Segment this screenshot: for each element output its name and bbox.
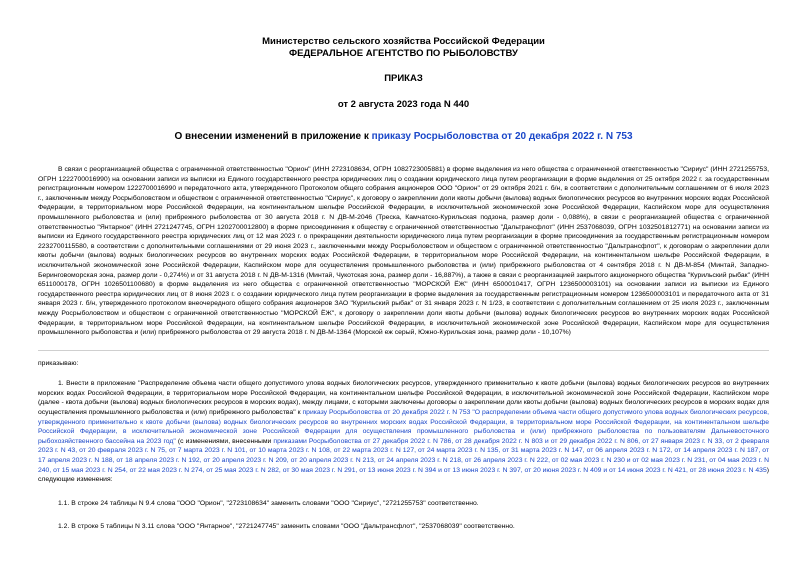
preamble-paragraph: В связи с реорганизацией общества с ограниченной ответственностью "Орион" (ИНН 2723108634, ОГРН 1082723005881) в форме выделения из него общества с ограниченной ответственностью "Сириус" (ИНН 2721255753, ОГРН 1222700016990) на основании записи из выписки из Единого государственного реестра юридических лиц о создании юридического лица путем реорганизации в форме выделения от 25 октября 2022 г. за государственным регистрационным номером 1222700016990 и передаточного акта, утвержденного Протоколом общего собрания акционеров ООО "Орион" от 29 октября 2021 г. б/н, в соответствии с дополнительным соглашением от 6 июля 2023 г., заключенным между Росрыболовством и обществом с ограниченной ответственностью "Сириус", к договору о закреплении доли квоты добычи (вылова) водных биологических ресурсов во внутренних морских водах Российской Федерации, в территориальном море Российской Федерации, на континентальном шельфе Российской Федерации, в исключительной экономической зоне Российской Федерации, Каспийском море для осуществления промышленного рыболовства и (или) прибрежного рыболовства от 30 августа 2018 г. N ДВ-М-2046 (Треска, Камчатско-Курильская подзона, размер доли - 0,088%), в связи с реорганизацией общества с ограниченной ответственностью "Янтарное" (ИНН 2721247745, ОГРН 1202700012800) в форме присоединения к обществу с ограниченной ответственностью "Дальтрансфлот" (ИНН 2537068039, ОГРН 1032501812771) на основании записи из выписки из Единого государственного реестра юридических лиц от 12 мая 2023 г. о прекращении деятельности юридического лица путем реорганизации в форме присоединения за государственным регистрационным номером 2232700115580, в соответствии с дополнительными соглашениями от 29 июня 2023 г., заключенными между Росрыболовством и обществом с ограниченной ответственностью "Дальтрансфлот", к договорам о закреплении доли квоты добычи (вылова) водных биологических ресурсов во внутренних морских водах Российской Федерации, в территориальном море Российской Федерации, на континентальном шельфе Российской Федерации, в исключительной экономической зоне Российской Федерации, Каспийском море для осуществления промышленного рыболовства и (или) прибрежного рыболовства от 4 сентября 2018 г. N ДВ-М-854 (Минтай, Западно-Беринговоморская зона, размер доли - 0,274%) и от 31 августа 2018 г. N ДВ-М-1316 (Минтай, Чукотская зона, размер доли - 16,887%), а также в связи с реорганизацией закрытого акционерного общества "Курильский рыбак" (ИНН 6511000178, ОГРН 1026501100680) в форме выделения из него общества с ограниченной ответственностью "МОРСКОЙ ЁЖ" (ИНН 6500010417, ОГРН 1236500003101) на основании записи из выписки из Единого государственного реестра юридических лиц от 8 июня 2023 г. о создании юридического лица путем реорганизации в форме выделения за государственным регистрационным номером 1236500003101 и передаточного акта от 31 января 2023 г. б/н, утвержденного протоколом внеочередного общего собрания акционеров ЗАО "Курильский рыбак" от 31 января 2023 г. N 1/23, в соответствии с дополнительным соглашением от 25 июля 2023 г., заключенным между Росрыболовством и обществом с ограниченной ответственностью "МОРСКОЙ ЁЖ", к договору о закреплении доли квоты добычи (вылова) водных биологических ресурсов во внутренних морских водах Российской Федерации, в территориальном море Российской Федерации, на континентальном шельфе Российской Федерации, в исключительной экономической зоне Российской Федерации, Каспийском море для осуществления промышленного рыболовства и (или) прибрежного рыболовства от 29 августа 2018 г. N ДВ-М-1364 (Морской еж серый, Южно-Курильская зона, размер доли - 10,107%) [38,166,769,337]
title-order-link[interactable]: приказу Росрыболовства от 20 декабря 2022 г. N 753 [371,131,633,142]
item-1-1-paragraph: 1.1. В строке 24 таблицы N 9.4 слова "ООО "Орион", "2723108634" заменить словами "ООО "Сириус", "2721255753" соответственно. [58,499,479,507]
order-word: приказываю: [38,359,79,367]
title-prefix: О внесении изменений в приложение к [174,131,372,142]
document-type: ПРИКАЗ [384,73,423,84]
item-1-post-text: ) следующие изменения: [38,466,769,484]
document-title [38,131,769,143]
order-date-number: от 2 августа 2023 года N 440 [337,99,470,110]
section-divider [38,350,769,351]
item-1-order-link[interactable]: приказу Росрыболовства от 20 декабря 2022 г. N 753 "О распределении объема части общего допустимого улова водных биологических ресурсов, утвержденного применительно к квоте добычи (вылова) водных биологических ресурсов во внутренних морских водах Российской Федерации, в территориальном море Российской Федерации, на континентальном шельфе Российской Федерации, в исключительной экономической зоне Российской Федерации для осуществления промышленного рыболовства и (или) прибрежного рыболовства по пользователям Дальневосточного рыбохозяйственного бассейна на 2023 год" [38,409,769,445]
item-1-text: 1. Внести в приложение "Распределение объема части общего допустимого улова водных биологических ресурсов, утвержденного применительно к квоте добычи (вылова) водных биологических ресурсов во внутренних морских водах Российской Федерации, в территориальном море Российской Федерации, на континентальном шельфе Российской Федерации, в исключительной экономической зоне Российской Федерации, Каспийском море (далее - квота добычи (вылова) водных биологических ресурсов в морских водах), между лицами, с которыми заключены договоры о закреплении доли квоты добычи (вылова) водных биологических ресурсов в морских водах для осуществления промышленного рыболовства и (или) прибрежного рыболовства" к [38,380,769,417]
agency-name: ФЕДЕРАЛЬНОЕ АГЕНТСТВО ПО РЫБОЛОВСТВУ [289,48,518,59]
item-1-paragraph [38,379,769,485]
item-1-2-paragraph: 1.2. В строке 5 таблицы N 3.11 слова "ООО "Янтарное", "2721247745" заменить словами "ООО "Дальтрансфлот", "2537068039" соответственно. [58,523,515,531]
item-1-mid-text: (с изменениями, внесенными [175,437,274,445]
item-1-amendments-link[interactable]: приказами Росрыболовства от 27 декабря 2022 г. N 786, от 28 декабря 2022 г. N 803 и от 29 декабря 2022 г. N 806, от 27 января 2023 г. N 33, от 2 февраля 2023 г. N 43, от 20 февраля 2023 г. N 75, от 7 марта 2023 г. N 101, от 10 марта 2023 г. N 108, от 22 марта 2023 г. N 127, от 24 марта 2023 г. N 135, от 31 марта 2023 г. N 147, от 06 апреля 2023 г. N 172, от 14 апреля 2023 г. N 187, от 17 апреля 2023 г. N 188, от 18 апреля 2023 г. N 192, от 20 апреля 2023 г. N 209, от 20 апреля 2023 г. N 213, от 24 апреля 2023 г. N 218, от 26 апреля 2023 г. N 222, от 02 мая 2023 г. N 230 и от 02 мая 2023 г. N 231, от 04 мая 2023 г. N 240, от 15 мая 2023 г. N 254, от 22 мая 2023 г. N 274, от 25 мая 2023 г. N 282, от 30 мая 2023 г. N 291, от 13 июня 2023 г. N 394 и от 13 июня 2023 г. N 397, от 20 июня 2023 г. N 409 и от 14 июня 2023 г. N 421, от 28 июня 2023 г. N 435 [38,437,770,474]
ministry-name: Министерство сельского хозяйства Российской Федерации [262,36,545,47]
